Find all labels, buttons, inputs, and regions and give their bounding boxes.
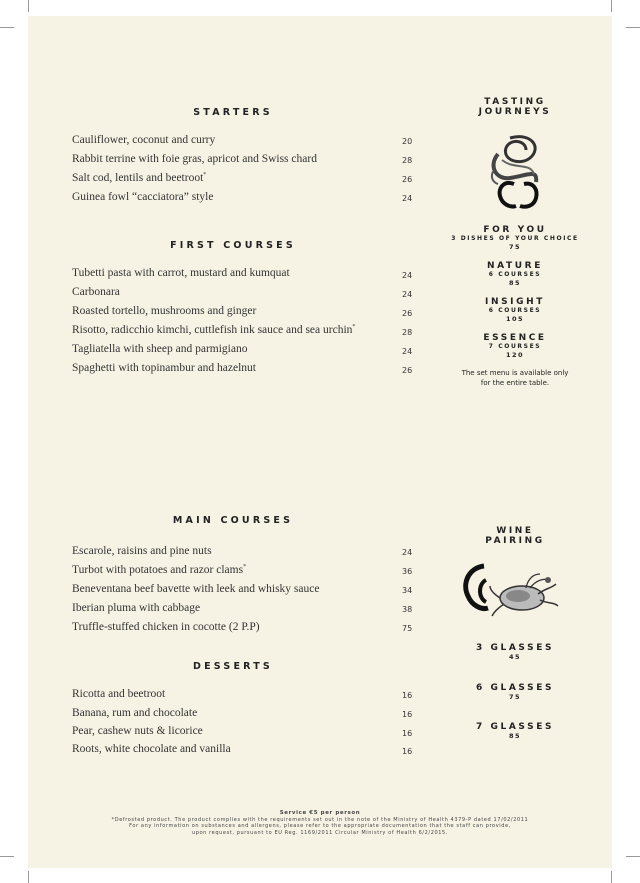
dish-name: Banana, rum and chocolate <box>72 707 198 719</box>
footer-line: upon request, pursuant to EU Reg. 1169/2011 Circular Ministry of Health 6/2/2015. <box>191 829 449 836</box>
dish-price: 16 <box>402 691 413 700</box>
option-price: 85 <box>508 279 522 287</box>
dish-name: Turbot with potatoes and razor clams <box>72 564 244 576</box>
dish-price: 24 <box>402 271 413 280</box>
menu-item <box>72 305 256 317</box>
menu-item <box>72 621 260 633</box>
dish-name: Rabbit terrine with foie gras, apricot and Swiss chard <box>72 153 317 165</box>
option-name: 7 GLASSES <box>475 722 555 732</box>
dish-price: 24 <box>402 548 413 557</box>
menu-item <box>72 343 247 355</box>
tasting-option-essence <box>445 333 585 359</box>
option-detail: 6 COURSES <box>488 271 542 278</box>
defrosted-mark: * <box>203 172 207 179</box>
dish-name: Tubetti pasta with carrot, mustard and kumquat <box>72 267 290 279</box>
desserts-heading: DESSERTS <box>193 661 273 672</box>
menu-item <box>72 134 215 146</box>
option-name: 6 GLASSES <box>475 683 555 693</box>
option-name: 3 GLASSES <box>475 643 555 653</box>
menu-item <box>72 743 231 755</box>
menu-item <box>72 172 206 184</box>
menu-item <box>72 545 212 557</box>
menu-item <box>72 602 200 614</box>
option-detail: 3 DISHES OF YOUR CHOICE <box>451 235 579 242</box>
starters-heading: STARTERS <box>193 107 273 118</box>
dish-price: 24 <box>402 347 413 356</box>
tasting-title-line: JOURNEYS <box>478 107 552 117</box>
menu-item <box>72 153 317 165</box>
menu-item <box>72 688 165 700</box>
dish-name: Spaghetti with topinambur and hazelnut <box>72 362 256 374</box>
dish-name: Roasted tortello, mushrooms and ginger <box>72 305 257 317</box>
footer-notes <box>60 810 580 836</box>
dish-name: Cauliflower, coconut and curry <box>72 134 216 146</box>
dish-name: Carbonara <box>72 286 120 298</box>
tasting-option-insight <box>445 297 585 323</box>
dish-price: 26 <box>402 366 413 375</box>
menu-item <box>72 707 197 719</box>
dish-price: 38 <box>402 605 413 614</box>
dish-price: 26 <box>402 309 413 318</box>
crop-mark <box>626 27 640 28</box>
dish-name: Escarole, raisins and pine nuts <box>72 545 212 557</box>
dish-name: Roots, white chocolate and vanilla <box>72 743 231 755</box>
footer-line: For any information on substances and allergens, please refer to the appropriate documentation that the staff can provide, <box>129 823 511 829</box>
option-name: ESSENCE <box>483 333 547 343</box>
defrosted-mark: * <box>352 324 356 331</box>
wine-option-7-glasses <box>445 722 585 740</box>
dish-price: 34 <box>402 586 413 595</box>
option-price: 75 <box>508 243 522 251</box>
dish-price: 20 <box>402 137 413 146</box>
option-price: 45 <box>508 653 522 661</box>
wine-heading <box>445 526 585 546</box>
tasting-option-for-you <box>445 225 585 251</box>
dish-price: 28 <box>402 328 413 337</box>
option-detail: 7 COURSES <box>488 343 542 350</box>
defrosted-mark: * <box>243 564 247 571</box>
dish-price: 26 <box>402 175 413 184</box>
option-name: INSIGHT <box>485 297 545 307</box>
wine-title-line: PAIRING <box>485 536 545 546</box>
option-price: 105 <box>505 315 525 323</box>
note-line: for the entire table. <box>480 379 550 387</box>
menu-item <box>72 725 203 737</box>
dish-name: Pear, cashew nuts & licorice <box>72 725 203 737</box>
dish-name: Risotto, radicchio kimchi, cuttlefish ink sauce and sea urchin <box>72 324 353 336</box>
crop-mark <box>0 27 14 28</box>
menu-item <box>72 324 355 336</box>
dish-name: Tagliatella with sheep and parmigiano <box>72 343 248 355</box>
wine-title-line: WINE <box>496 526 534 536</box>
service-charge: Service €5 per person <box>279 810 361 816</box>
crop-mark <box>611 871 612 883</box>
dish-price: 24 <box>402 194 413 203</box>
dish-name: Guinea fowl “cacciatora” style <box>72 191 214 203</box>
crop-mark <box>611 0 612 12</box>
dish-price: 16 <box>402 747 413 756</box>
note-line: The set menu is available only <box>461 369 569 377</box>
dish-price: 28 <box>402 156 413 165</box>
crop-mark <box>28 0 29 12</box>
menu-item <box>72 267 290 279</box>
menu-item <box>72 583 319 595</box>
main-courses-heading: MAIN COURSES <box>172 515 294 526</box>
dish-price: 24 <box>402 290 413 299</box>
menu-item <box>72 564 246 576</box>
option-price: 85 <box>508 732 522 740</box>
option-name: NATURE <box>487 261 543 271</box>
dish-price: 16 <box>402 710 413 719</box>
first-courses-heading: FIRST COURSES <box>170 240 296 251</box>
snake-logo-icon <box>480 130 556 212</box>
menu-item <box>72 191 213 203</box>
tasting-heading <box>445 97 585 117</box>
dish-name: Ricotta and beetroot <box>72 688 166 700</box>
crop-mark <box>626 856 640 857</box>
wine-option-6-glasses <box>445 683 585 701</box>
menu-item <box>72 286 120 298</box>
dish-name: Salt cod, lentils and beetroot <box>72 172 204 184</box>
option-name: FOR YOU <box>483 225 547 235</box>
dish-name: Beneventana beef bavette with leek and whisky sauce <box>72 583 320 595</box>
option-price: 75 <box>508 693 522 701</box>
menu-item <box>72 362 256 374</box>
footer-line: *Defrosted product. The product complies with the requirements set out in the note of the Ministry of Health 4379-P dated 17/02/2011 <box>111 816 529 823</box>
dish-price: 16 <box>402 729 413 738</box>
tasting-title-line: TASTING <box>484 97 546 107</box>
dish-price: 75 <box>402 624 413 633</box>
wine-option-3-glasses <box>445 643 585 661</box>
tasting-option-nature <box>445 261 585 287</box>
dish-name: Iberian pluma with cabbage <box>72 602 201 614</box>
crop-mark <box>0 856 14 857</box>
crop-mark <box>28 871 29 883</box>
dish-price: 36 <box>402 567 413 576</box>
set-menu-note <box>445 368 585 388</box>
lobster-logo-icon <box>460 558 564 622</box>
option-detail: 6 COURSES <box>488 307 542 314</box>
option-price: 120 <box>505 351 525 359</box>
dish-name: Truffle-stuffed chicken in cocotte (2 P.P) <box>72 621 260 633</box>
